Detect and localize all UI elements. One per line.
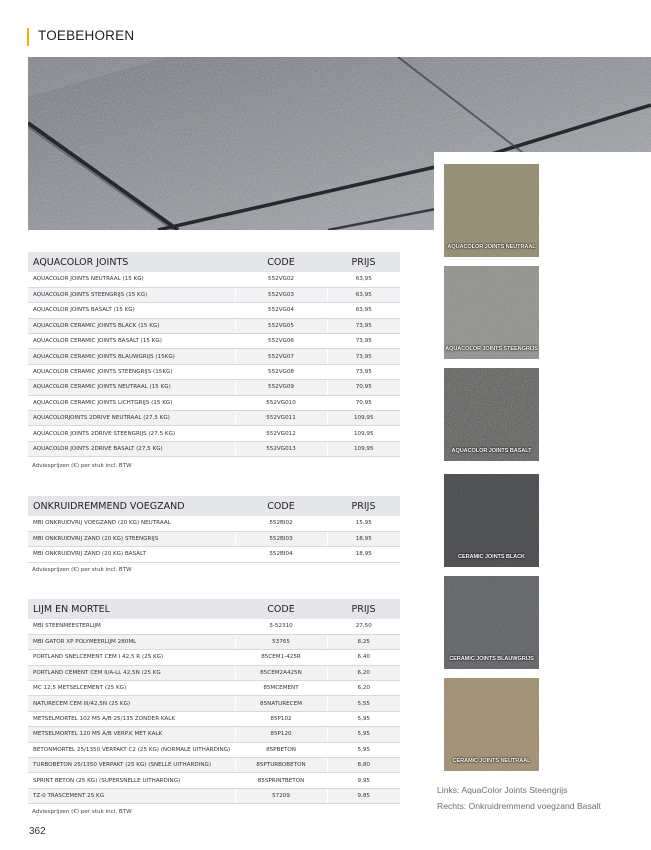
product-name-cell: MBI ONKRUIDVRIJ ZAND (20 KG) BASALT — [28, 547, 235, 562]
swatch-ceramic-black — [444, 474, 539, 567]
price-note: Adviesprijzen (€) per stuk incl. BTW — [32, 567, 132, 573]
product-price-cell: 109,95 — [327, 411, 400, 426]
table-row — [28, 441, 400, 456]
product-price-cell: 73,95 — [327, 334, 400, 349]
product-price-cell: 63,95 — [327, 272, 400, 287]
product-price-cell: 9,95 — [327, 773, 400, 788]
product-name-cell: METSELMORTEL 102 M5 A/B 25/135 ZONDER KALK — [28, 711, 235, 726]
product-price-cell: 73,95 — [327, 349, 400, 364]
product-price-cell: 15,95 — [327, 516, 400, 531]
table-row — [28, 696, 400, 711]
table-row — [28, 758, 400, 773]
product-price-cell: 6,20 — [327, 681, 400, 696]
product-name-cell: AQUACOLOR JOINTS 2DRIVE STEENGRIJS (27,5 KG) — [28, 426, 235, 441]
product-code-cell: 85P102 — [235, 711, 327, 726]
table-header-row — [28, 496, 400, 516]
product-price-cell: 73,95 — [327, 364, 400, 379]
product-name-cell: AQUACOLOR CERAMIC JOINTS NEUTRAAL (15 KG) — [28, 380, 235, 395]
product-name-cell: AQUACOLOR CERAMIC JOINTS STEENGRIJS (15KG) — [28, 364, 235, 379]
code-header: CODE — [267, 256, 295, 268]
swatch-label: CERAMIC JOINTS BLACK — [458, 554, 525, 560]
product-code-cell: 53765 — [235, 634, 327, 649]
product-code-cell: 85PTURBOBETON — [235, 758, 327, 773]
table-row — [28, 650, 400, 665]
product-name-cell: MBI GATOR XP POLYMEERLIJM 280ML — [28, 634, 235, 649]
swatch-aquacolor-steengrijs — [444, 266, 539, 359]
table-header-row — [28, 252, 400, 272]
product-code-cell: 552VG010 — [235, 395, 327, 410]
table-row — [28, 303, 400, 318]
product-name-cell: BETONMORTEL 25/1350 VERPAKT C2 (25 KG) (NORMALE UITHARDING) — [28, 742, 235, 757]
product-price-cell: 8,80 — [327, 758, 400, 773]
price-table-onkruidremmend-voegzand — [28, 496, 400, 563]
price-table-lijm-en-mortel — [28, 599, 400, 804]
table-row — [28, 426, 400, 441]
table-row — [28, 665, 400, 680]
table-row — [28, 773, 400, 788]
product-price-cell: 5,95 — [327, 711, 400, 726]
price-note: Adviesprijzen (€) per stuk incl. BTW — [32, 463, 132, 469]
product-price-cell: 5,95 — [327, 742, 400, 757]
product-name-cell: AQUACOLORJOINTS 2DRIVE NEUTRAAL (27,5 KG) — [28, 411, 235, 426]
product-code-cell: 552VG06 — [235, 334, 327, 349]
product-price-cell: 109,95 — [327, 426, 400, 441]
product-price-cell: 70,95 — [327, 395, 400, 410]
product-name-cell: MBI ONKRUIDVRIJ VOEGZAND (20 KG) NEUTRAAL — [28, 516, 235, 531]
table-title: ONKRUIDREMMEND VOEGZAND — [33, 500, 185, 512]
product-price-cell: 9,85 — [327, 788, 400, 803]
swatch-label: AQUACOLOR JOINTS STEENGRIJS — [445, 346, 538, 352]
table-row — [28, 334, 400, 349]
product-name-cell: AQUACOLOR JOINTS NEUTRAAL (15 KG) — [28, 272, 235, 287]
product-name-cell: PORTLAND CEMENT CEM II/A-LL 42,5N (25 KG — [28, 665, 235, 680]
product-name-cell: MBI ONKRUIDVRIJ ZAND (20 KG) STEENGRIJS — [28, 531, 235, 546]
product-code-cell: 85CEM1-425R — [235, 650, 327, 665]
table-row — [28, 634, 400, 649]
product-code-cell: 85P120 — [235, 727, 327, 742]
code-header: CODE — [267, 603, 295, 615]
product-price-cell: 5,95 — [327, 727, 400, 742]
table-row — [28, 531, 400, 546]
product-name-cell: AQUACOLOR CERAMIC JOINTS BASALT (15 KG) — [28, 334, 235, 349]
product-code-cell: 85NATURECEM — [235, 696, 327, 711]
product-code-cell: 552VG05 — [235, 318, 327, 333]
product-code-cell: 85SPRINTBETON — [235, 773, 327, 788]
table-row — [28, 411, 400, 426]
product-price-cell: 63,95 — [327, 287, 400, 302]
page-heading: TOEBEHOREN — [38, 28, 135, 43]
table-row — [28, 380, 400, 395]
product-code-cell: 552VG02 — [235, 272, 327, 287]
heading-accent-bar — [27, 28, 29, 46]
product-name-cell: NATURECEM CEM III/42,5N (25 KG) — [28, 696, 235, 711]
swatch-ceramic-blauwgrijs — [444, 576, 539, 669]
product-price-cell: 109,95 — [327, 441, 400, 456]
product-code-cell: 552VG012 — [235, 426, 327, 441]
product-code-cell: 57209 — [235, 788, 327, 803]
product-code-cell: 552VG08 — [235, 364, 327, 379]
product-name-cell: METSELMORTEL 120 M5 A/B VERP.K MET KALK — [28, 727, 235, 742]
table-row — [28, 287, 400, 302]
product-code-cell: 552BI03 — [235, 531, 327, 546]
product-code-cell: 552BI04 — [235, 547, 327, 562]
price-header: PRIJS — [351, 603, 376, 615]
table-row — [28, 711, 400, 726]
product-price-cell: 18,95 — [327, 531, 400, 546]
page-number: 362 — [29, 826, 46, 837]
product-price-cell: 8,25 — [327, 634, 400, 649]
product-price-cell: 5,55 — [327, 696, 400, 711]
product-name-cell: MBI STEENMEESTERLIJM — [28, 619, 235, 634]
price-note: Adviesprijzen (€) per stuk incl. BTW — [32, 809, 132, 815]
photo-caption-right: Rechts: Onkruidremmend voegzand Basalt — [437, 801, 601, 811]
swatch-aquacolor-neutraal — [444, 164, 539, 257]
product-code-cell: 85CEM2A425N — [235, 665, 327, 680]
price-header: PRIJS — [351, 500, 376, 512]
product-code-cell: 5-52310 — [235, 619, 327, 634]
product-name-cell: AQUACOLOR CERAMIC JOINTS BLACK (15 KG) — [28, 318, 235, 333]
table-row — [28, 364, 400, 379]
table-row — [28, 742, 400, 757]
swatch-label: CERAMIC JOINTS BLAUWGRIJS — [449, 656, 534, 662]
product-code-cell: 552VG013 — [235, 441, 327, 456]
swatch-ceramic-neutraal — [444, 678, 539, 771]
table-row — [28, 681, 400, 696]
swatch-label: CERAMIC JOINTS NEUTRAAL — [452, 758, 531, 764]
product-price-cell: 70,95 — [327, 380, 400, 395]
table-row — [28, 272, 400, 287]
product-name-cell: TZ-0 TRASCEMENT 25 KG — [28, 788, 235, 803]
code-header: CODE — [267, 500, 295, 512]
table-title: LIJM EN MORTEL — [33, 603, 110, 615]
product-name-cell: PORTLAND SNELCEMENT CEM I 42,5 R (25 KG) — [28, 650, 235, 665]
table-row — [28, 395, 400, 410]
swatch-label: AQUACOLOR JOINTS NEUTRAAL — [447, 244, 536, 250]
photo-caption-left: Links: AquaColor Joints Steengrijs — [437, 785, 568, 795]
table-row — [28, 727, 400, 742]
product-price-cell: 6,20 — [327, 665, 400, 680]
product-name-cell: SPRINT BETON (25 KG) (SUPERSNELLE UITHARDING) — [28, 773, 235, 788]
product-price-cell: 73,95 — [327, 318, 400, 333]
product-price-cell: 6,40 — [327, 650, 400, 665]
product-code-cell: 552BI02 — [235, 516, 327, 531]
price-header: PRIJS — [351, 256, 376, 268]
product-price-cell: 63,95 — [327, 303, 400, 318]
product-name-cell: AQUACOLOR JOINTS BASALT (15 KG) — [28, 303, 235, 318]
table-row — [28, 619, 400, 634]
product-code-cell: 85PBETON — [235, 742, 327, 757]
product-name-cell: MC 12,5 METSELCEMENT (25 KG) — [28, 681, 235, 696]
product-name-cell: AQUACOLOR JOINTS STEENGRIJS (15 KG) — [28, 287, 235, 302]
product-price-cell: 18,95 — [327, 547, 400, 562]
table-row — [28, 788, 400, 803]
product-name-cell: AQUACOLOR CERAMIC JOINTS LICHTGRIJS (15 KG) — [28, 395, 235, 410]
table-row — [28, 318, 400, 333]
product-name-cell: AQUACOLOR JOINTS 2DRIVE BASALT (27,5 KG) — [28, 441, 235, 456]
product-name-cell: TURBOBETON 25/1350 VERPAKT (25 KG) (SNELLE UITHARDING) — [28, 758, 235, 773]
product-code-cell: 552VG07 — [235, 349, 327, 364]
table-row — [28, 547, 400, 562]
product-price-cell: 27,50 — [327, 619, 400, 634]
product-name-cell: AQUACOLOR CERAMIC JOINTS BLAUWGRIJS (15KG) — [28, 349, 235, 364]
table-title: AQUACOLOR JOINTS — [33, 256, 129, 268]
swatch-label: AQUACOLOR JOINTS BASALT — [451, 448, 532, 454]
product-code-cell: 85MCEMENT — [235, 681, 327, 696]
product-code-cell: 552VG03 — [235, 287, 327, 302]
table-row — [28, 349, 400, 364]
price-table-aquacolor — [28, 252, 400, 457]
table-header-row — [28, 599, 400, 619]
product-code-cell: 552VG011 — [235, 411, 327, 426]
table-row — [28, 516, 400, 531]
product-code-cell: 552VG09 — [235, 380, 327, 395]
product-code-cell: 552VG04 — [235, 303, 327, 318]
swatch-aquacolor-basalt — [444, 368, 539, 461]
